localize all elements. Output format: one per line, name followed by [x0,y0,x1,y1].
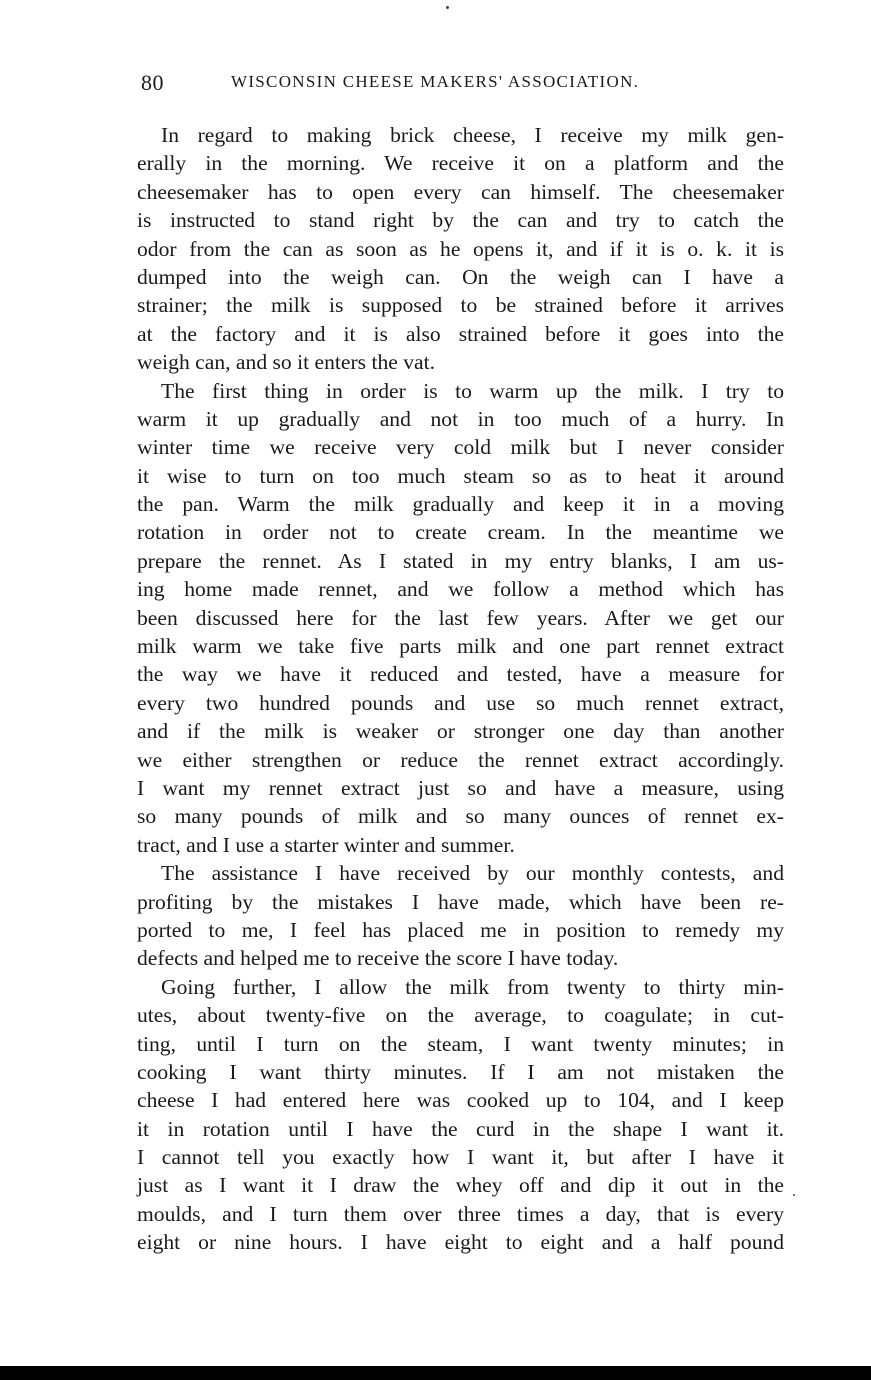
text-line: is instructed to stand right by the can and try to catch the [137,208,784,233]
text-line: tract, and I use a starter winter and summer. [137,832,515,857]
text-line: prepare the rennet. As I stated in my entry blanks, I am us- [137,548,784,573]
text-line: cheesemaker has to open every can himself. The cheesemaker [137,179,784,204]
text-line: I want my rennet extract just so and have a measure, using [137,775,784,800]
text-line: winter time we receive very cold milk but I never consider [137,435,784,460]
running-title: WISCONSIN CHEESE MAKERS' ASSOCIATION. [231,72,640,91]
text-line: ting, until I turn on the steam, I want twenty minutes; in [137,1031,784,1056]
text-line: the pan. Warm the milk gradually and keep it in a moving [137,492,784,517]
text-line: milk warm we take five parts milk and one part rennet extract [137,634,784,659]
text-line: profiting by the mistakes I have made, which have been re- [137,889,784,914]
scan-speck [793,1194,795,1196]
text-line: odor from the can as soon as he opens it, and if it is o. k. it is [137,236,784,261]
scan-bottom-edge [0,1366,871,1380]
text-line: it in rotation until I have the curd in the shape I want it. [137,1116,784,1141]
text-line: and if the milk is weaker or stronger one day than another [137,719,784,744]
text-line: moulds, and I turn them over three times a day, that is every [137,1201,784,1226]
text-line: it wise to turn on too much steam so as to heat it around [137,463,784,488]
text-line: eight or nine hours. I have eight to eight and a half pound [137,1230,784,1255]
scan-speck [446,6,449,9]
text-line: dumped into the weigh can. On the weigh can I have a [137,264,784,289]
text-line: been discussed here for the last few years. After we get our [137,605,784,630]
text-line: strainer; the milk is supposed to be strained before it arrives [137,293,784,318]
text-line: at the factory and it is also strained before it goes into the [137,321,784,346]
text-line: erally in the morning. We receive it on a platform and the [137,151,784,176]
text-line: we either strengthen or reduce the rennet extract accordingly. [137,747,784,772]
page-number: 80 [141,70,164,95]
text-line: The first thing in order is to warm up the milk. I try to [161,378,784,403]
page-header [137,68,782,98]
body-text [137,121,784,1257]
text-line: ing home made rennet, and we follow a method which has [137,577,784,602]
text-line: cooking I want thirty minutes. If I am not mistaken the [137,1059,784,1084]
text-line: I cannot tell you exactly how I want it, but after I have it [137,1145,784,1170]
text-line: weigh can, and so it enters the vat. [137,350,436,375]
text-line: In regard to making brick cheese, I receive my milk gen- [161,123,784,147]
text-line: defects and helped me to receive the score I have today. [137,946,619,971]
text-line: every two hundred pounds and use so much rennet extract, [137,690,784,715]
text-line: Going further, I allow the milk from twenty to thirty min- [161,974,784,999]
text-line: so many pounds of milk and so many ounces of rennet ex- [137,804,784,829]
text-line: warm it up gradually and not in too much of a hurry. In [137,406,784,431]
text-line: utes, about twenty-five on the average, to coagulate; in cut- [137,1003,784,1028]
text-line: the way we have it reduced and tested, have a measure for [137,662,784,687]
text-line: rotation in order not to create cream. In the meantime we [137,520,784,545]
text-line: just as I want it I draw the whey off and dip it out in the [137,1173,784,1198]
text-line: ported to me, I feel has placed me in position to remedy my [137,917,784,942]
text-line: cheese I had entered here was cooked up to 104, and I keep [137,1088,784,1113]
text-line: The assistance I have received by our monthly contests, and [161,861,784,886]
